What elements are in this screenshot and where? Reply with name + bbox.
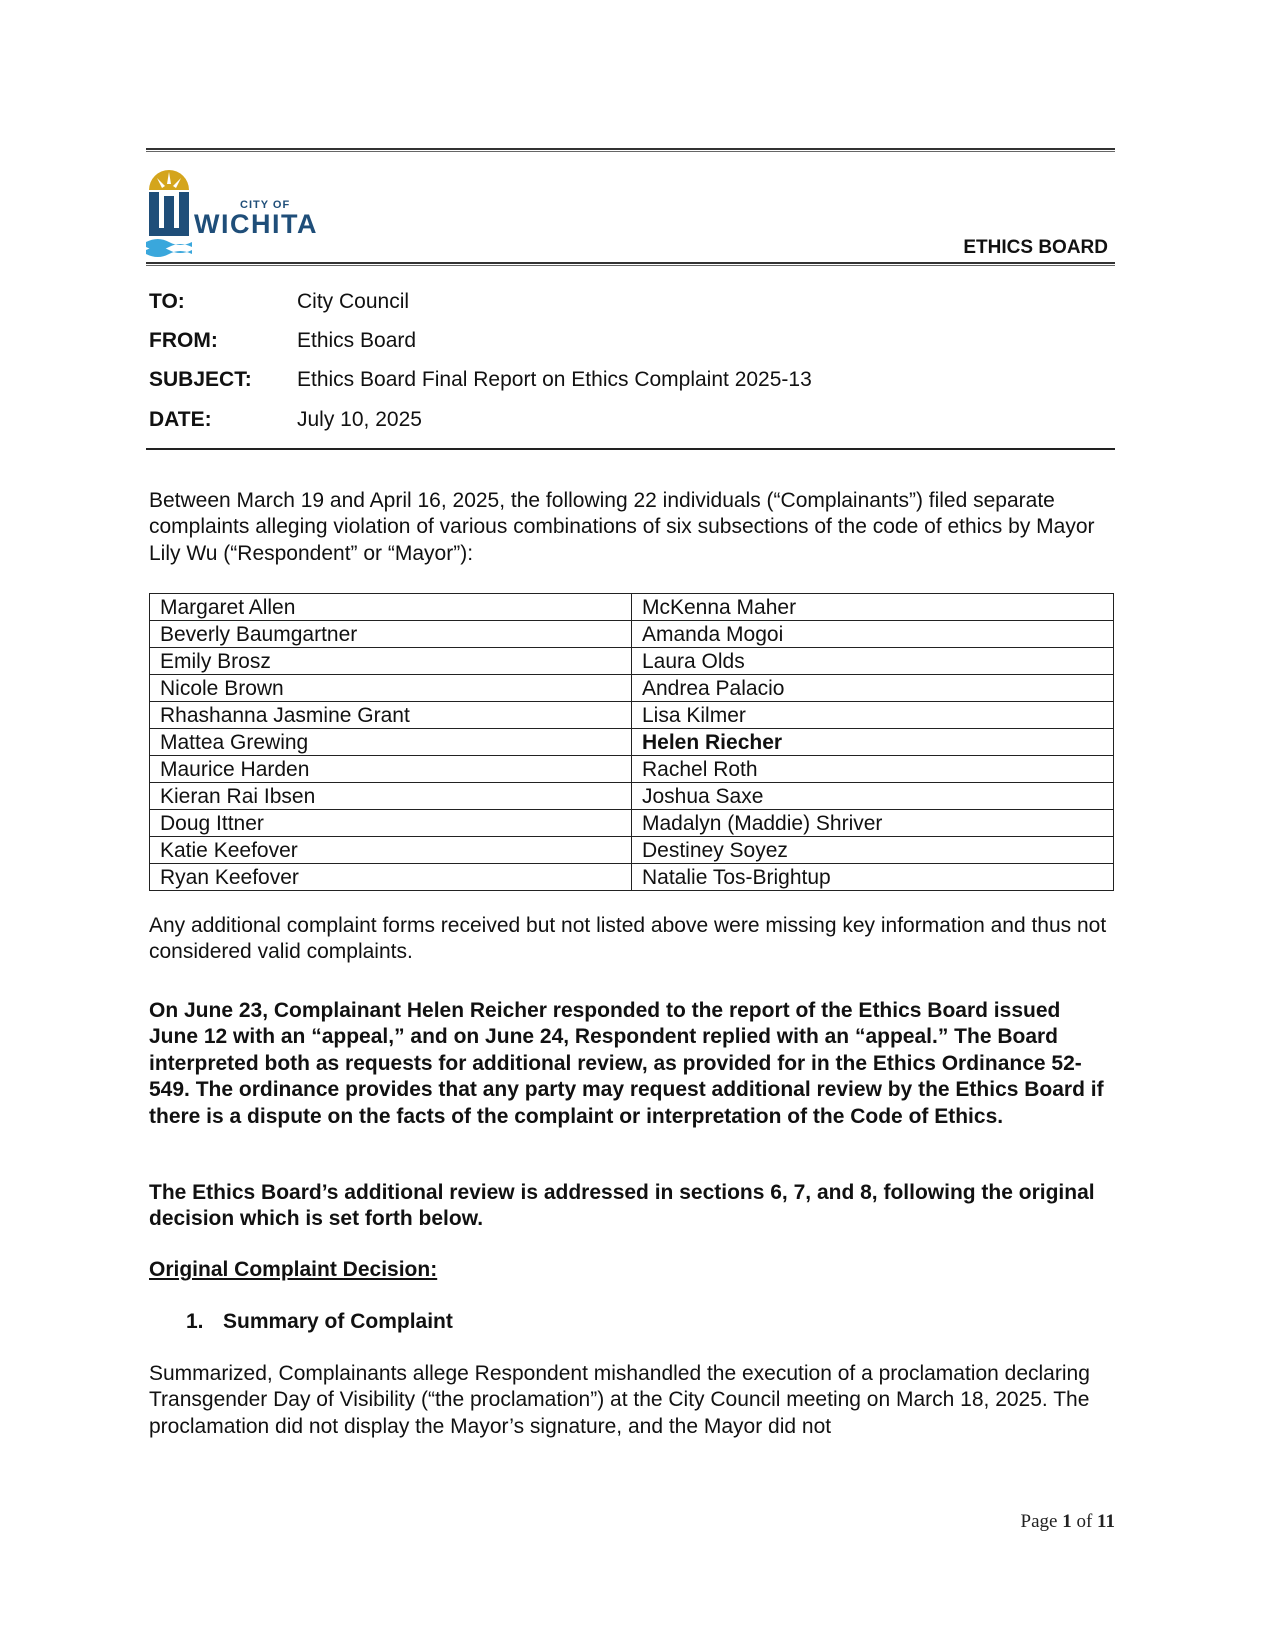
summary-paragraph: Summarized, Complainants allege Respondent mishandled the execution of a proclamation declaring Transgender Day of Visibility (“the proclamation”) at the City Council meeting on March 18, 2025. The proclamation did not display the Mayor’s signature, and the Mayor did not xyxy=(149,1362,1090,1438)
table-cell-highlighted: Helen Riecher xyxy=(632,729,1114,756)
table-row xyxy=(150,648,1114,675)
memo-label: DATE: xyxy=(149,408,212,431)
complainants-table xyxy=(149,593,1114,891)
table-cell: McKenna Maher xyxy=(632,594,1114,621)
intro-paragraph: Between March 19 and April 16, 2025, the following 22 individuals (“Complainants”) filed separate complaints alleging violation of various combinations of six subsections of the code of ethics by Mayor Lily Wu (“Respondent” or “Mayor”): xyxy=(149,489,1095,565)
department-title: ETHICS BOARD xyxy=(963,237,1108,258)
page-number xyxy=(1021,1511,1115,1533)
table-row xyxy=(150,621,1114,648)
page-word: Page xyxy=(1020,1511,1058,1532)
total-pages: 11 xyxy=(1097,1511,1115,1532)
table-row xyxy=(150,756,1114,783)
memo-label: TO: xyxy=(149,290,185,313)
section-1-heading xyxy=(186,1310,453,1334)
table-cell: Maurice Harden xyxy=(150,756,632,783)
table-cell: Nicole Brown xyxy=(150,675,632,702)
table-row xyxy=(150,729,1114,756)
table-cell: Margaret Allen xyxy=(150,594,632,621)
city-of-wichita-logo-icon xyxy=(146,166,192,258)
memo-value: Ethics Board Final Report on Ethics Complaint 2025-13 xyxy=(297,368,812,391)
memo-label: FROM: xyxy=(149,329,218,352)
table-cell: Rhashanna Jasmine Grant xyxy=(150,702,632,729)
header-top-rule xyxy=(146,148,1115,152)
table-cell: Joshua Saxe xyxy=(632,783,1114,810)
table-cell: Beverly Baumgartner xyxy=(150,621,632,648)
table-cell: Kieran Rai Ibsen xyxy=(150,783,632,810)
table-cell: Destiney Soyez xyxy=(632,837,1114,864)
table-row xyxy=(150,837,1114,864)
section-number: 1. xyxy=(186,1310,204,1333)
table-cell: Madalyn (Maddie) Shriver xyxy=(632,810,1114,837)
table-cell: Ryan Keefover xyxy=(150,864,632,891)
logo-wichita-text: WICHITA xyxy=(194,209,318,239)
review-paragraph: The Ethics Board’s additional review is addressed in sections 6, 7, and 8, following the original decision which is set forth below. xyxy=(149,1181,1095,1231)
header-bottom-rule xyxy=(146,262,1115,266)
section-title: Summary of Complaint xyxy=(223,1310,453,1333)
city-of-wichita-logo xyxy=(146,166,346,258)
of-word: of xyxy=(1076,1511,1093,1532)
original-decision-heading: Original Complaint Decision: xyxy=(149,1258,438,1281)
appeal-paragraph: On June 23, Complainant Helen Reicher responded to the report of the Ethics Board issued June 12 with an “appeal,” and on June 24, Respondent replied with an “appeal.” The Board interpreted both as requests for additional review, as provided for in the Ethics Ordinance 52-549. The ordinance provides that any party may request additional review by the Ethics Board if there is a dispute on the facts of the complaint or interpretation of the Code of Ethics. xyxy=(149,999,1104,1128)
table-row xyxy=(150,702,1114,729)
table-row xyxy=(150,594,1114,621)
table-cell: Rachel Roth xyxy=(632,756,1114,783)
table-cell: Katie Keefover xyxy=(150,837,632,864)
additional-note-paragraph: Any additional complaint forms received but not listed above were missing key information and thus not considered valid complaints. xyxy=(149,914,1107,964)
memo-divider xyxy=(146,448,1115,450)
table-row xyxy=(150,810,1114,837)
table-cell: Mattea Grewing xyxy=(150,729,632,756)
memo-value: Ethics Board xyxy=(297,329,417,352)
table-cell: Amanda Mogoi xyxy=(632,621,1114,648)
table-row xyxy=(150,675,1114,702)
memo-value: City Council xyxy=(297,290,410,313)
table-cell: Laura Olds xyxy=(632,648,1114,675)
memo-label: SUBJECT: xyxy=(149,368,252,391)
memo-value: July 10, 2025 xyxy=(297,408,422,431)
table-cell: Doug Ittner xyxy=(150,810,632,837)
table-cell: Lisa Kilmer xyxy=(632,702,1114,729)
current-page: 1 xyxy=(1062,1511,1072,1532)
table-row xyxy=(150,783,1114,810)
table-cell: Andrea Palacio xyxy=(632,675,1114,702)
table-cell: Emily Brosz xyxy=(150,648,632,675)
table-cell: Natalie Tos-Brightup xyxy=(632,864,1114,891)
table-row xyxy=(150,864,1114,891)
logo-city-of-text: CITY OF xyxy=(240,199,291,211)
